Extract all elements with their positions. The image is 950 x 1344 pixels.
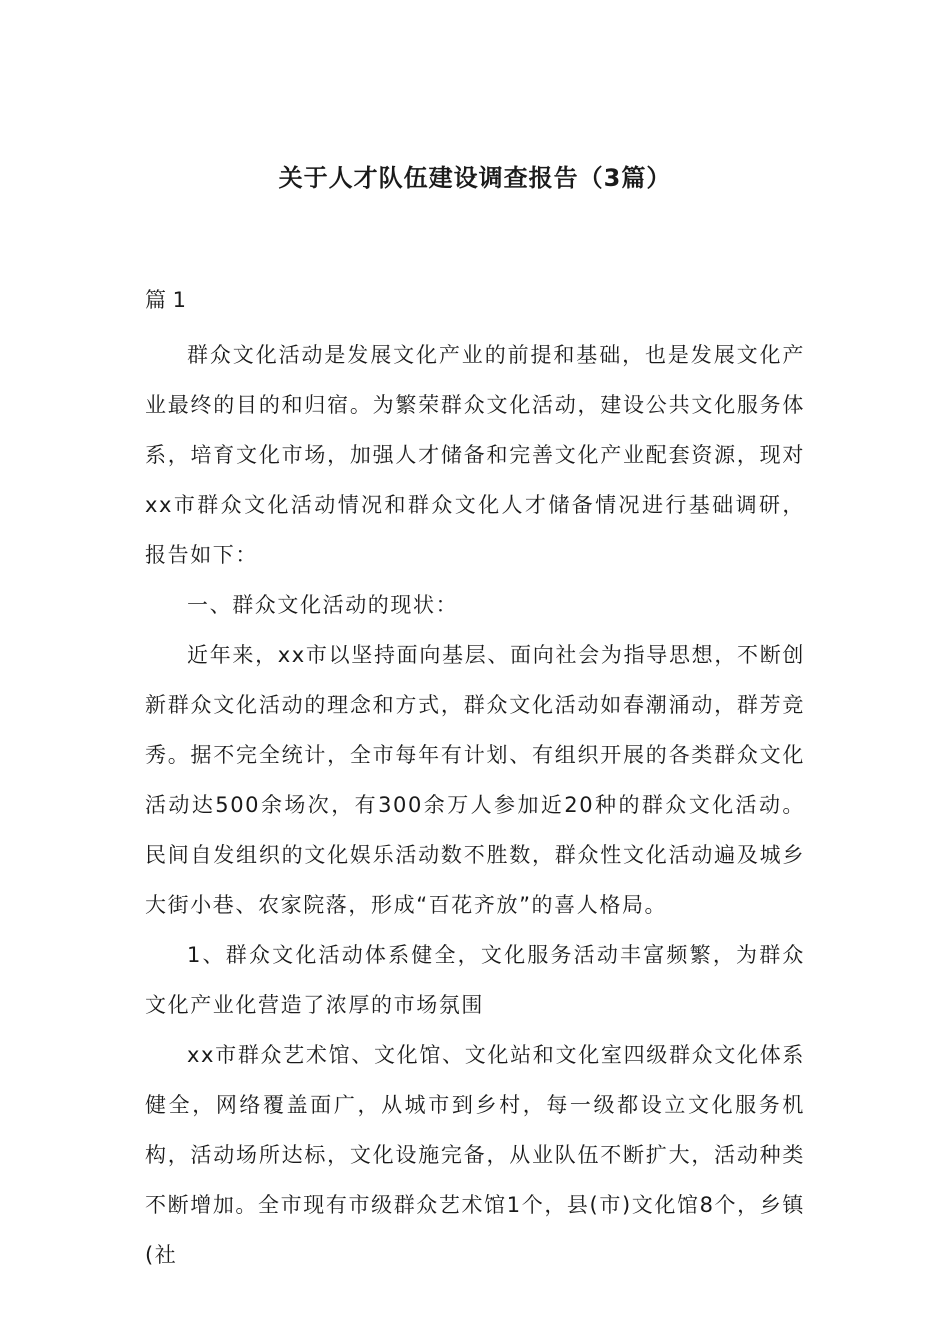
paragraph-subheading-1: 1、群众文化活动体系健全，文化服务活动丰富频繁，为群众文化产业化营造了浓厚的市场氛围 <box>145 943 805 1017</box>
section-label: 篇 1 <box>145 288 187 312</box>
document-title: 关于人才队伍建设调查报告（3篇） <box>278 164 672 192</box>
document-body <box>145 330 805 1280</box>
paragraph-heading-status: 一、群众文化活动的现状： <box>187 593 459 617</box>
paragraph-system: xx市群众艺术馆、文化馆、文化站和文化室四级群众文化体系健全，网络覆盖面广，从城市到乡村，每一级都设立文化服务机构，活动场所达标，文化设施完备，从业队伍不断扩大，活动种类不断增加。全市现有市级群众艺术馆1个，县(市)文化馆8个，乡镇(社 <box>145 1043 805 1267</box>
paragraph-recent-years: 近年来，xx市以坚持面向基层、面向社会为指导思想，不断创新群众文化活动的理念和方式，群众文化活动如春潮涌动，群芳竞秀。据不完全统计，全市每年有计划、有组织开展的各类群众文化活动达500余场次，有300余万人参加近20种的群众文化活动。民间自发组织的文化娱乐活动数不胜数，群众性文化活动遍及城乡大街小巷、农家院落，形成“百花齐放”的喜人格局。 <box>145 643 805 917</box>
paragraph-intro: 群众文化活动是发展文化产业的前提和基础，也是发展文化产业最终的目的和归宿。为繁荣群众文化活动，建设公共文化服务体系，培育文化市场，加强人才储备和完善文化产业配套资源，现对xx市群众文化活动情况和群众文化人才储备情况进行基础调研，报告如下： <box>145 343 805 567</box>
